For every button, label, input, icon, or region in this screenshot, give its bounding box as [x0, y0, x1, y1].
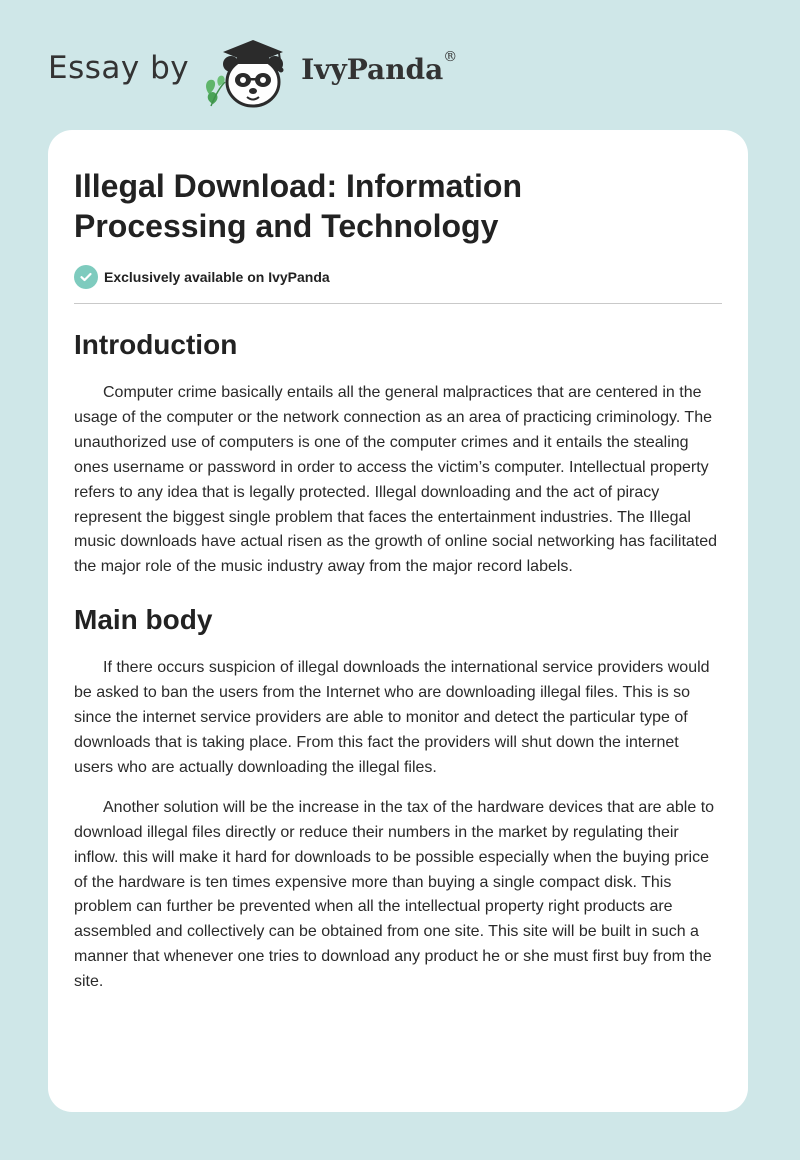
panda-logo-icon[interactable] [201, 34, 297, 110]
main-body-paragraph: Another solution will be the increase in the tax of the hardware devices that are able to download illegal files directly or reduce their numbers in the market by regulating their inflow. this will make it hard for downloads to be possible especially when the buying price of the hardware is ten times expensive more than buying a single compact disk. This problem can further be prevented when all the intellectual property right products are assembled and collectively can be obtained from one site. This site will be built in such a manner that whenever one tries to download any product he or she must first buy from the site. [74, 798, 715, 991]
main-body-paragraph: If there occurs suspicion of illegal downloads the international service providers would be asked to ban the users from the Internet who are downloading illegal files. This is so since the internet service providers are able to monitor and detect the particular type of downloads that is taking place. From this fact the providers will shut down the internet users who are actually downloading the illegal files. [74, 659, 710, 776]
brand-header [48, 34, 457, 110]
brand-name: IvyPanda® [301, 48, 458, 86]
badge-text: Exclusively available on IvyPanda [104, 269, 330, 285]
title-divider [74, 303, 722, 304]
exclusive-badge [74, 265, 722, 289]
page-title: Illegal Download: Information Processing and Technology [74, 168, 522, 244]
section-heading-main-body: Main body [74, 604, 213, 636]
brand-prefix: Essay by [48, 50, 190, 86]
registered-mark: ® [443, 48, 458, 65]
section-heading-introduction: Introduction [74, 329, 238, 360]
intro-paragraph: Computer crime basically entails all the general malpractices that are centered in the usage of the computer or the network connection as an area of practicing criminology. The unauthorized use of computers is one of the computer crimes and it entails the stealing ones username or password in order to access the victim’s computer. Intellectual property refers to any idea that is legally protected. Illegal downloading and the act of piracy represent the biggest single problem that faces the entertainment industries. The Illegal music downloads have actual risen as the growth of online social networking has facilitated the major role of the music industry away from the major record labels. [74, 384, 718, 576]
check-circle-icon [74, 265, 98, 289]
essay-card [48, 130, 748, 1112]
